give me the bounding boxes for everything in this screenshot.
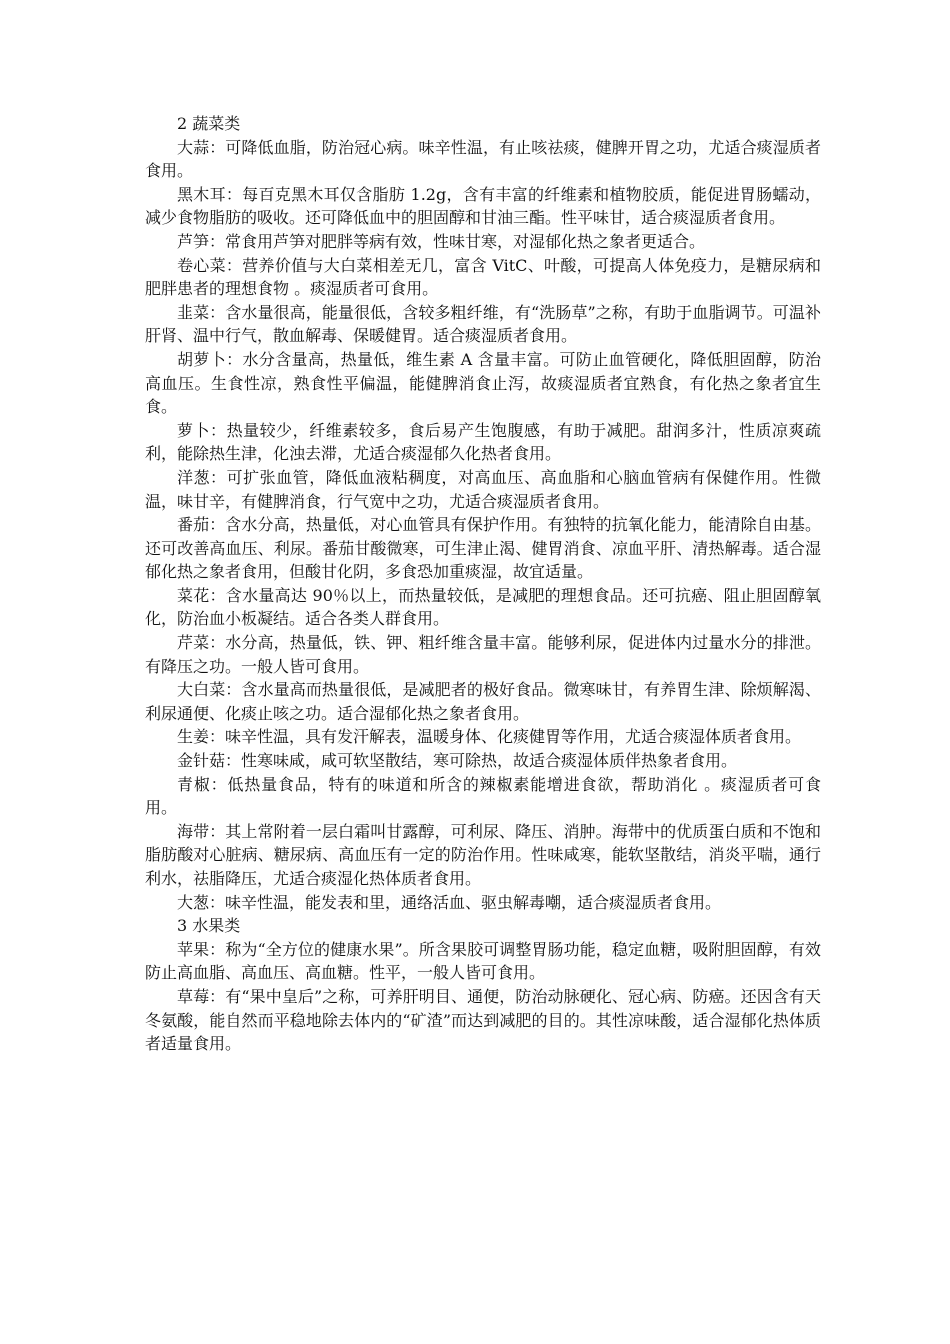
paragraph-radish: 萝卜：热量较少，纤维素较多，食后易产生饱腹感，有助于减肥。甜润多汁，性质凉爽疏利，能除热生津，化浊去滞，尤适合痰湿郁久化热者食用。 — [145, 420, 821, 464]
paragraph-ginger: 生姜：味辛性温，具有发汗解表，温暖身体、化痰健胃等作用，尤适合痰湿体质者食用。 — [177, 727, 802, 747]
paragraph-apple: 苹果：称为“全方位的健康水果”。所含果胶可调整胃肠功能，稳定血糖，吸附胆固醇，有效防止高血脂、高血压、高血糖。性平，一般人皆可食用。 — [145, 939, 821, 983]
paragraph-cauliflower: 菜花：含水量高达 90％以上，而热量较低，是减肥的理想食品。还可抗癌、阻止胆固醇氧化，防治血小板凝结。适合各类人群食用。 — [145, 585, 821, 629]
section-heading-fruits: 3 水果类 — [177, 916, 241, 936]
section-heading-vegetables: 2 蔬菜类 — [177, 114, 241, 133]
paragraph-strawberry: 草莓：有“果中皇后”之称，可养肝明目、通便，防治动脉硬化、冠心病、防癌。还因含有天冬氨酸，能自然而平稳地除去体内的“矿渣”而达到减肥的目的。其性凉味酸，适合湿郁化热体质者适量食用。 — [145, 986, 821, 1054]
paragraph-carrot: 胡萝卜：水分含量高，热量低，维生素 A 含量丰富。可防止血管硬化，降低胆固醇，防治高血压。生食性凉，熟食性平偏温，能健脾消食止泻，故痰湿质者宜熟食，有化热之象者宜生食。 — [145, 349, 821, 417]
paragraph-chinese-cabbage: 大白菜：含水量高而热量很低，是减肥者的极好食品。微寒味甘，有养胃生津、除烦解渴、利尿通便、化痰止咳之功。适合湿郁化热之象者食用。 — [145, 680, 821, 723]
paragraph-kelp: 海带：其上常附着一层白霜叫甘露醇，可利尿、降压、消肿。海带中的优质蛋白质和不饱和脂肪酸对心脏病、糖尿病、高血压有一定的防治作用。性味咸寒，能软坚散结，消炎平喘，通行利水，祛脂降压，尤适合痰湿化热体质者食用。 — [145, 821, 821, 888]
paragraph-cabbage: 卷心菜：营养价值与大白菜相差无几，富含 VitC、叶酸，可提高人体免疫力，是糖尿病和肥胖患者的理想食物 。痰湿质者可食用。 — [145, 255, 821, 299]
paragraph-tomato: 番茄：含水分高，热量低，对心血管具有保护作用。有独特的抗氧化能力，能清除自由基。还可改善高血压、利尿。番茄甘酸微寒，可生津止渴、健胃消食、凉血平肝、清热解毒。适合湿郁化热之象者食用，但酸甘化阴，多食恐加重痰湿，故宜适量。 — [145, 515, 821, 582]
paragraph-green-pepper: 青椒：低热量食品，特有的味道和所含的辣椒素能增进食欲，帮助消化 。痰湿质者可食用。 — [145, 774, 821, 818]
paragraph-enoki: 金针菇：性寒味咸，咸可软坚散结，寒可除热，故适合痰湿体质伴热象者食用。 — [177, 751, 738, 771]
paragraph-black-fungus: 黑木耳：每百克黑木耳仅含脂肪 1.2g，含有丰富的纤维素和植物胶质，能促进胃肠蠕动，减少食物脂肪的吸收。还可降低血中的胆固醇和甘油三酯。性平味甘，适合痰湿质者食用。 — [145, 184, 821, 228]
paragraph-chives: 韭菜：含水量很高，能量很低，含较多粗纤维，有“洗肠草”之称，有助于血脂调节。可温补肝肾、温中行气，散血解毒、保暖健胃。适合痰湿质者食用。 — [145, 302, 821, 346]
paragraph-onion: 洋葱：可扩张血管，降低血液粘稠度，对高血压、高血脂和心脑血管病有保健作用。性微温，味甘辛，有健脾消食，行气宽中之功，尤适合痰湿质者食用。 — [145, 467, 821, 511]
paragraph-garlic: 大蒜：可降低血脂，防治冠心病。味辛性温，有止咳祛痰，健脾开胃之功，尤适合痰湿质者食用。 — [145, 137, 821, 181]
paragraph-celery: 芹菜：水分高，热量低，铁、钾、粗纤维含量丰富。能够利尿，促进体内过量水分的排泄。有降压之功。一般人皆可食用。 — [145, 633, 821, 676]
paragraph-scallion: 大葱：味辛性温，能发表和里，通络活血、驱虫解毒嘲，适合痰湿质者食用。 — [177, 892, 722, 912]
paragraph-asparagus: 芦笋：常食用芦笋对肥胖等病有效，性味甘寒，对湿郁化热之象者更适合。 — [177, 231, 706, 251]
document-page — [145, 112, 821, 1056]
